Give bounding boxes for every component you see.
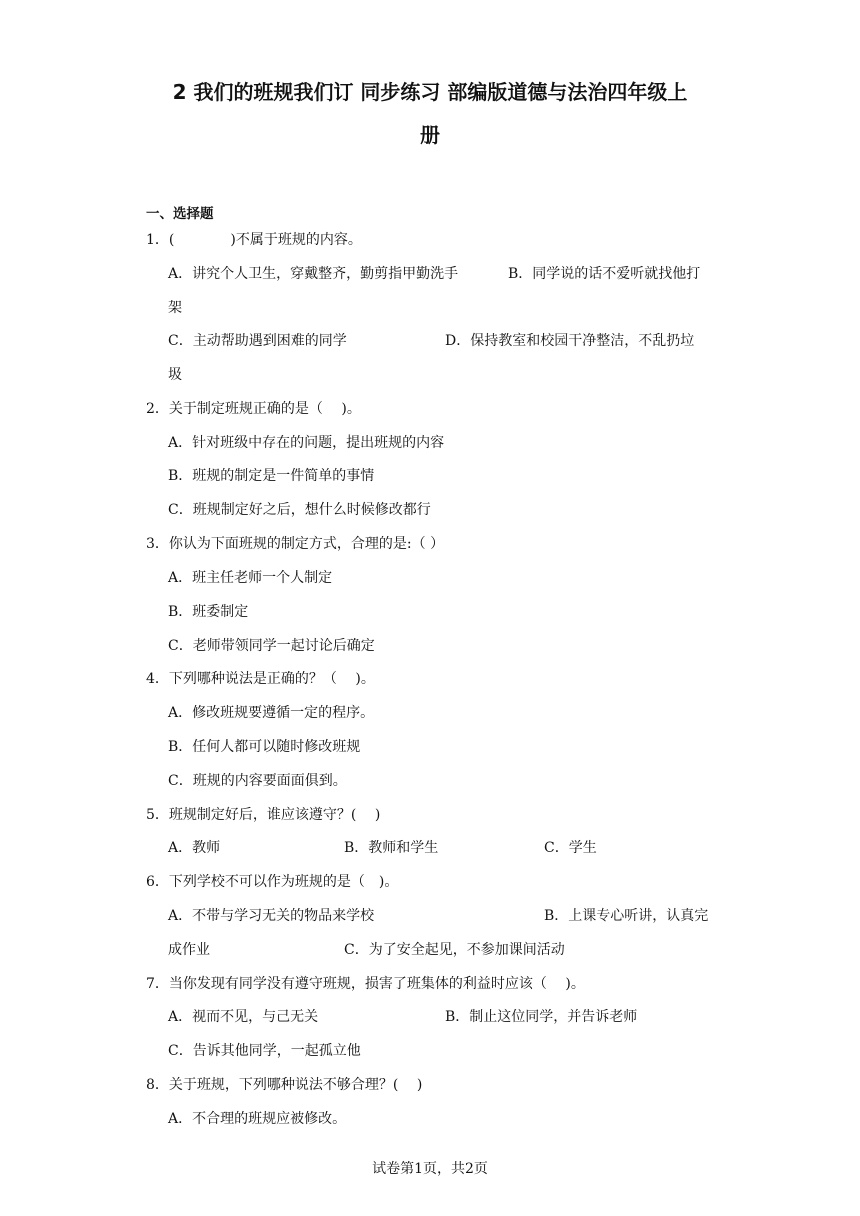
question-2-option-b: B．班规的制定是一件简单的事情 [168,468,375,484]
question-7-option-c: C．告诉其他同学，一起孤立他 [168,1043,361,1059]
question-7-option-a: A．视而不见，与己无关 [168,1009,319,1025]
question-5-stem: 5．班规制定好后，谁应该遵守？( ) [146,807,381,823]
question-3-option-a: A．班主任老师一个人制定 [168,570,333,586]
page-title: 2 我们的班规我们订 同步练习 部编版道德与法治四年级上 [172,80,688,104]
question-7-option-b: B．制止这位同学，并告诉老师 [445,1009,638,1025]
question-1-stem: 1．( )不属于班规的内容。 [146,232,362,248]
question-6-option-a: A．不带与学习无关的物品来学校 [168,908,375,924]
question-6-option-b-continued: 成作业 [168,942,210,958]
question-1-option-c: C．主动帮助遇到困难的同学 [168,333,347,349]
question-1-option-d: D．保持教室和校园干净整洁，不乱扔垃 [445,333,695,349]
question-6-option-b: B．上课专心听讲，认真完 [544,908,709,924]
question-1-option-a: A．讲究个人卫生，穿戴整齐，勤剪指甲勤洗手 [168,266,459,282]
question-5-option-b: B．教师和学生 [344,840,439,856]
question-5-option-a: A．教师 [168,840,221,856]
question-4-option-b: B．任何人都可以随时修改班规 [168,739,361,755]
question-3-stem: 3．你认为下面班规的制定方式，合理的是:（ ） [146,536,445,552]
question-1-option-b-continued: 架 [168,300,182,316]
question-7-stem: 7．当你发现有同学没有遵守班规，损害了班集体的利益时应该（ )。 [146,976,585,992]
question-1-option-d-continued: 圾 [168,367,182,383]
question-5-option-c: C．学生 [544,840,597,856]
question-3-option-b: B．班委制定 [168,604,249,620]
page-title-continued: 册 [420,123,440,147]
question-8-option-a: A．不合理的班规应被修改。 [168,1111,347,1127]
question-4-stem: 4．下列哪种说法是正确的？（ )。 [146,671,375,687]
question-1-option-b: B．同学说的话不爱听就找他打 [508,266,701,282]
question-6-stem: 6．下列学校不可以作为班规的是（ )。 [146,874,399,890]
section-heading: 一、选择题 [146,206,214,222]
question-4-option-c: C．班规的内容要面面俱到。 [168,773,347,789]
question-2-stem: 2．关于制定班规正确的是（ )。 [146,401,361,417]
question-3-option-c: C．老师带领同学一起讨论后确定 [168,638,375,654]
question-2-option-a: A．针对班级中存在的问题，提出班规的内容 [168,435,445,451]
question-8-stem: 8．关于班规，下列哪种说法不够合理？( ) [146,1077,423,1093]
question-6-option-c: C．为了安全起见，不参加课间活动 [344,942,565,958]
question-4-option-a: A．修改班规要遵循一定的程序。 [168,705,375,721]
page-footer: 试卷第1页，共2页 [372,1161,488,1177]
question-2-option-c: C．班规制定好之后，想什么时候修改都行 [168,502,431,518]
